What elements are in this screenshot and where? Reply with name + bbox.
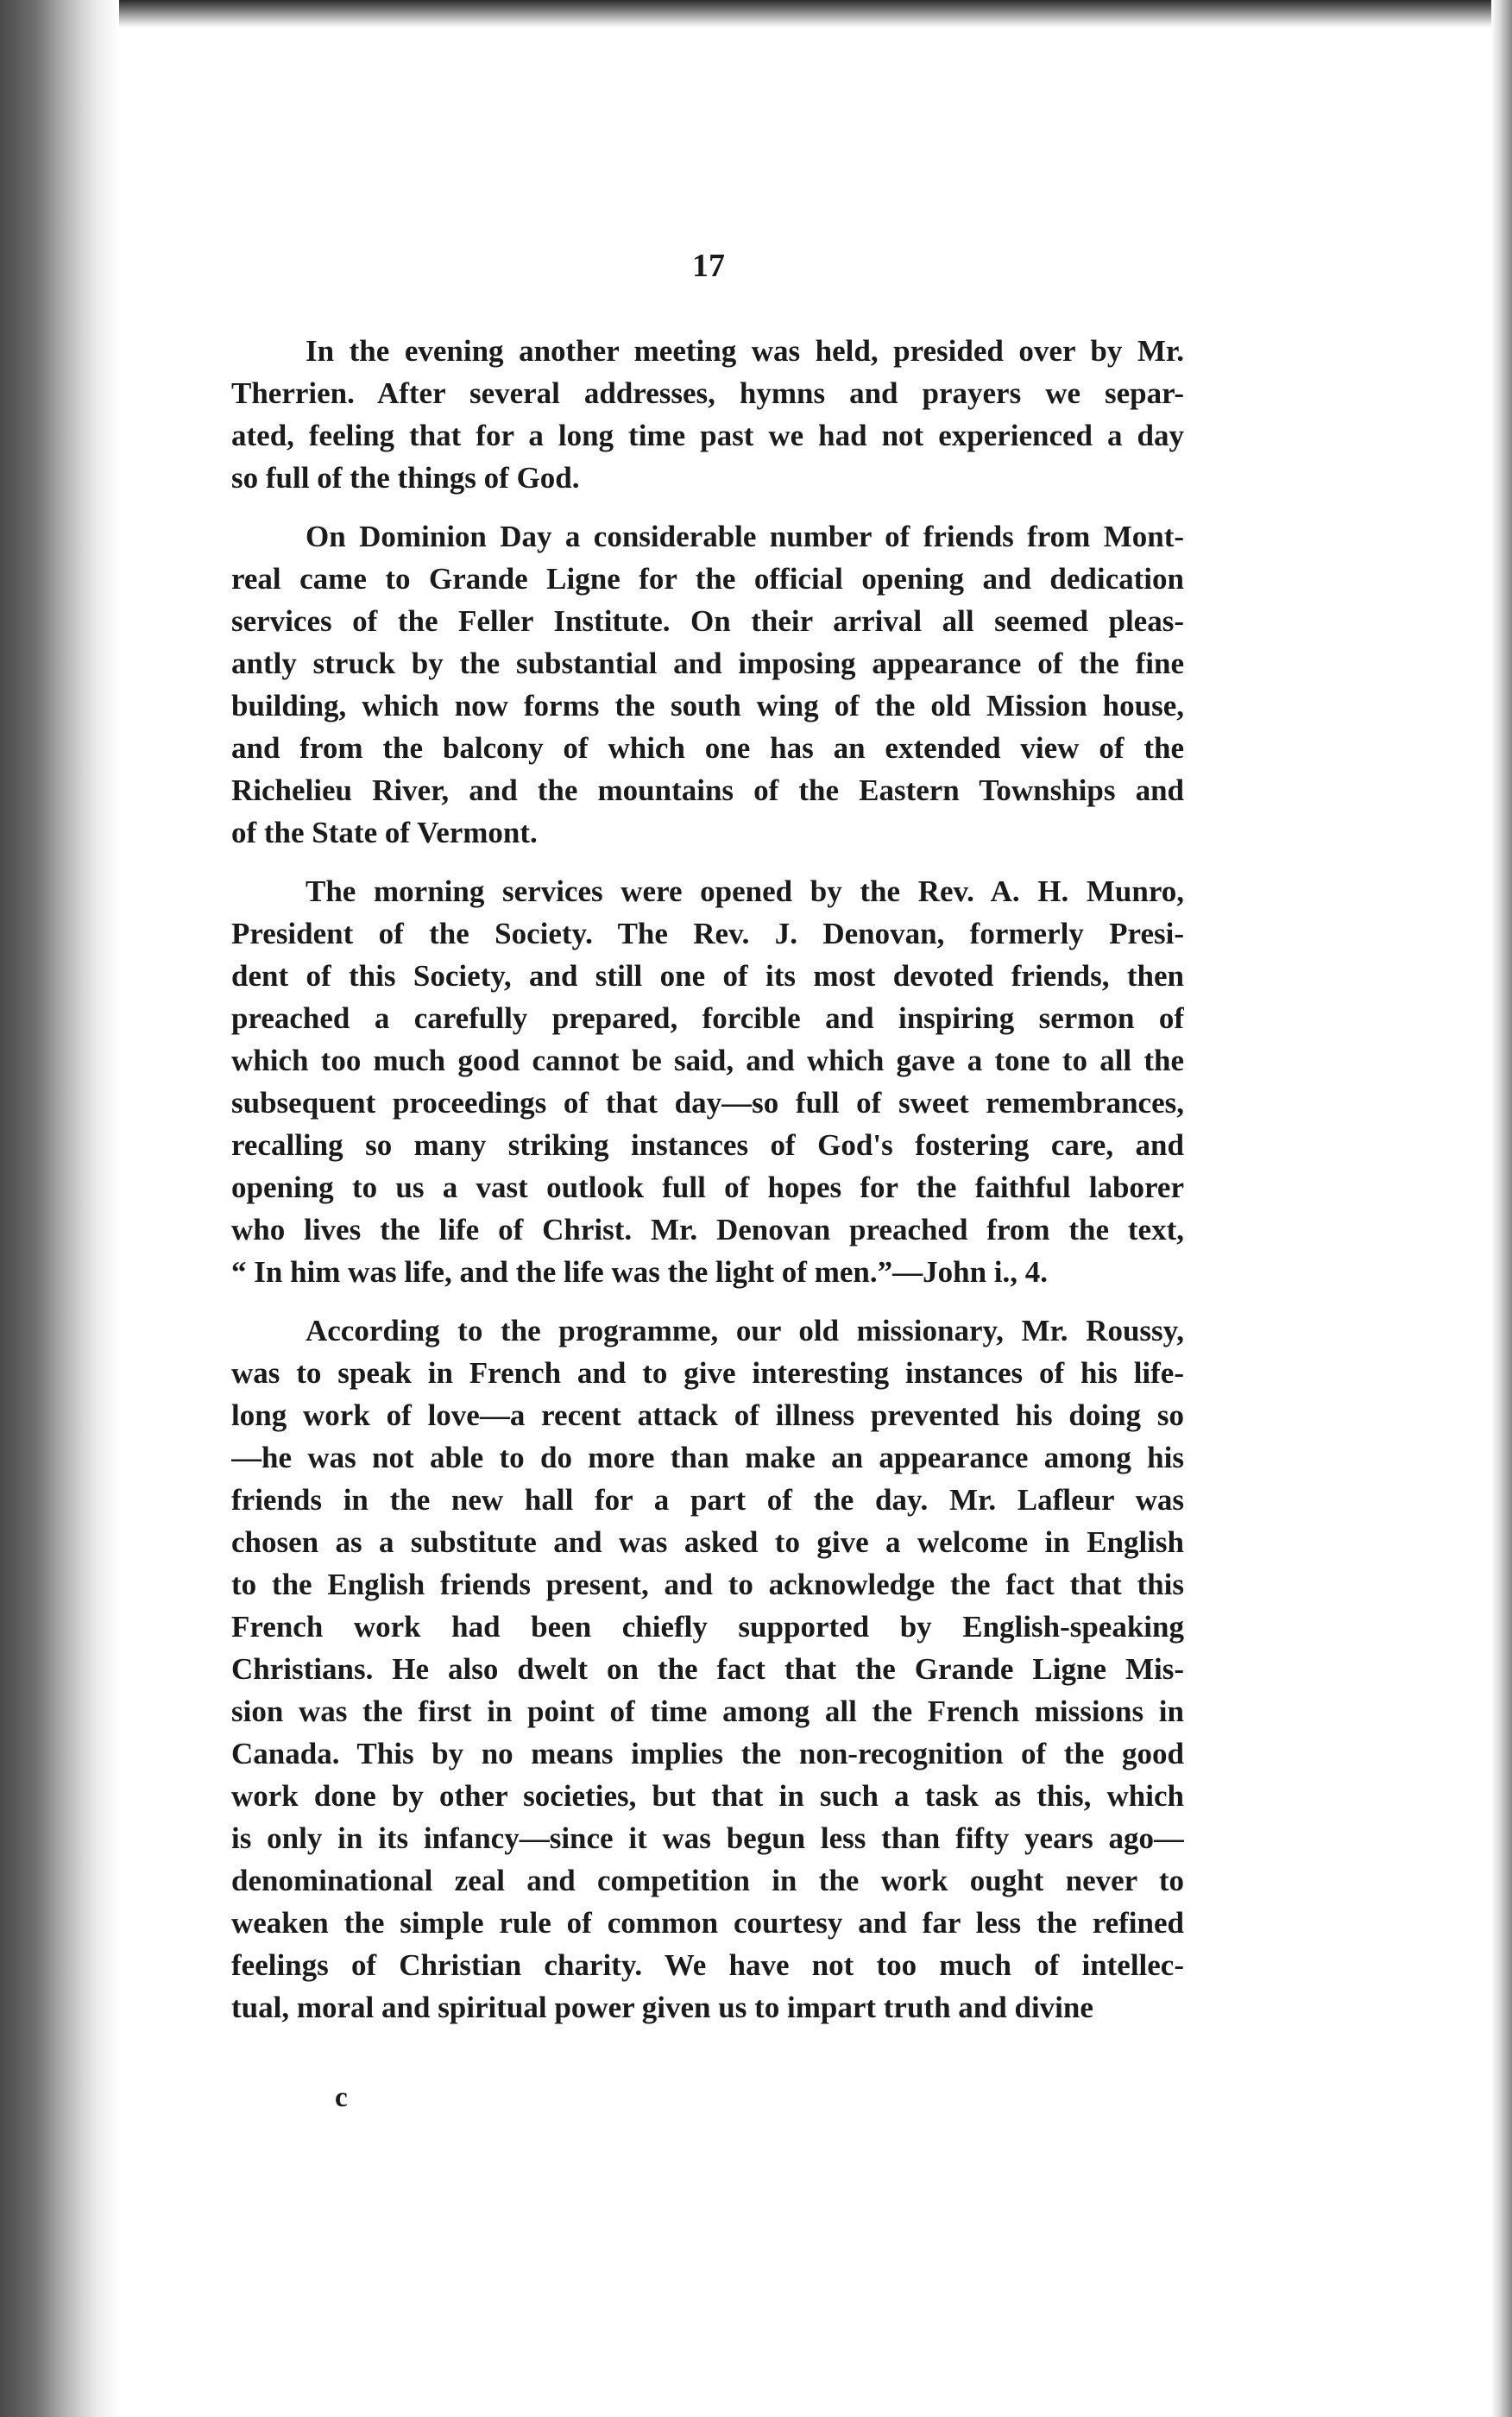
text-line: real came to Grande Ligne for the official opening and dedication <box>231 562 1184 596</box>
text-line: President of the Society. The Rev. J. Denovan, formerly Presi- <box>231 917 1184 950</box>
text-line: opening to us a vast outlook full of hopes for the faithful laborer <box>231 1171 1184 1204</box>
text-line: antly struck by the substantial and imposing appearance of the fine <box>231 647 1184 680</box>
text-line: According to the programme, our old missionary, Mr. Roussy, <box>306 1314 1184 1347</box>
text-line: —he was not able to do more than make an appearance among his <box>231 1441 1184 1474</box>
text-line: feelings of Christian charity. We have not too much of intellec- <box>231 1948 1184 1982</box>
text-line: Canada. This by no means implies the non-recognition of the good <box>231 1737 1184 1770</box>
paragraph <box>231 515 1184 854</box>
text-line: and from the balcony of which one has an extended view of the <box>231 731 1184 765</box>
text-line: The morning services were opened by the Rev. A. H. Munro, <box>306 874 1184 908</box>
text-line: so full of the things of God. <box>231 461 580 495</box>
signature-mark: c <box>335 2082 348 2113</box>
text-line: which too much good cannot be said, and which gave a tone to all the <box>231 1044 1184 1077</box>
text-line: building, which now forms the south wing of the old Mission house, <box>231 689 1184 723</box>
scan-left-edge <box>0 0 119 2417</box>
paragraph <box>231 870 1184 1293</box>
text-line: “ In him was life, and the life was the light of men.”—John i., 4. <box>231 1255 1049 1289</box>
text-line: was to speak in French and to give interesting instances of his life- <box>231 1356 1184 1390</box>
text-line: who lives the life of Christ. Mr. Denovan preached from the text, <box>231 1213 1184 1246</box>
text-line: sion was the first in point of time among all the French missions in <box>231 1694 1184 1728</box>
body-text <box>231 330 1184 2045</box>
text-line: dent of this Society, and still one of its most devoted friends, then <box>231 959 1184 993</box>
text-line: weaken the simple rule of common courtesy and far less the refined <box>231 1906 1184 1940</box>
text-line: Richelieu River, and the mountains of the Eastern Townships and <box>231 773 1184 807</box>
scan-top-edge <box>0 0 1512 28</box>
text-line: In the evening another meeting was held, presided over by Mr. <box>306 334 1184 368</box>
text-line: work done by other societies, but that in such a task as this, which <box>231 1779 1184 1813</box>
text-line: is only in its infancy—since it was begun less than fifty years ago— <box>231 1821 1184 1855</box>
paragraph <box>231 330 1184 499</box>
scan-right-edge <box>1491 0 1512 2417</box>
text-line: subsequent proceedings of that day—so full of sweet remembrances, <box>231 1086 1184 1120</box>
text-line: services of the Feller Institute. On their arrival all seemed pleas- <box>231 604 1184 638</box>
text-line: denominational zeal and competition in the work ought never to <box>231 1864 1184 1897</box>
text-line: preached a carefully prepared, forcible and inspiring sermon of <box>231 1001 1184 1035</box>
text-line: of the State of Vermont. <box>231 816 538 849</box>
text-line: friends in the new hall for a part of the day. Mr. Lafleur was <box>231 1483 1184 1517</box>
text-line: tual, moral and spiritual power given us to impart truth and divine <box>231 1991 1093 2024</box>
text-line: French work had been chiefly supported by English-speaking <box>231 1610 1184 1644</box>
text-line: Therrien. After several addresses, hymns and prayers we separ- <box>231 376 1184 410</box>
text-line: Christians. He also dwelt on the fact that the Grande Ligne Mis- <box>231 1652 1184 1686</box>
text-line: to the English friends present, and to acknowledge the fact that this <box>231 1568 1184 1601</box>
text-line: recalling so many striking instances of God's fostering care, and <box>231 1128 1184 1162</box>
text-line: ated, feeling that for a long time past we had not experienced a day <box>231 419 1184 452</box>
text-line: long work of love—a recent attack of illness prevented his doing so <box>231 1398 1184 1432</box>
text-line: On Dominion Day a considerable number of friends from Mont- <box>306 520 1184 553</box>
paragraph <box>231 1309 1184 2029</box>
page-number: 17 <box>692 248 725 284</box>
text-line: chosen as a substitute and was asked to give a welcome in English <box>231 1525 1184 1559</box>
